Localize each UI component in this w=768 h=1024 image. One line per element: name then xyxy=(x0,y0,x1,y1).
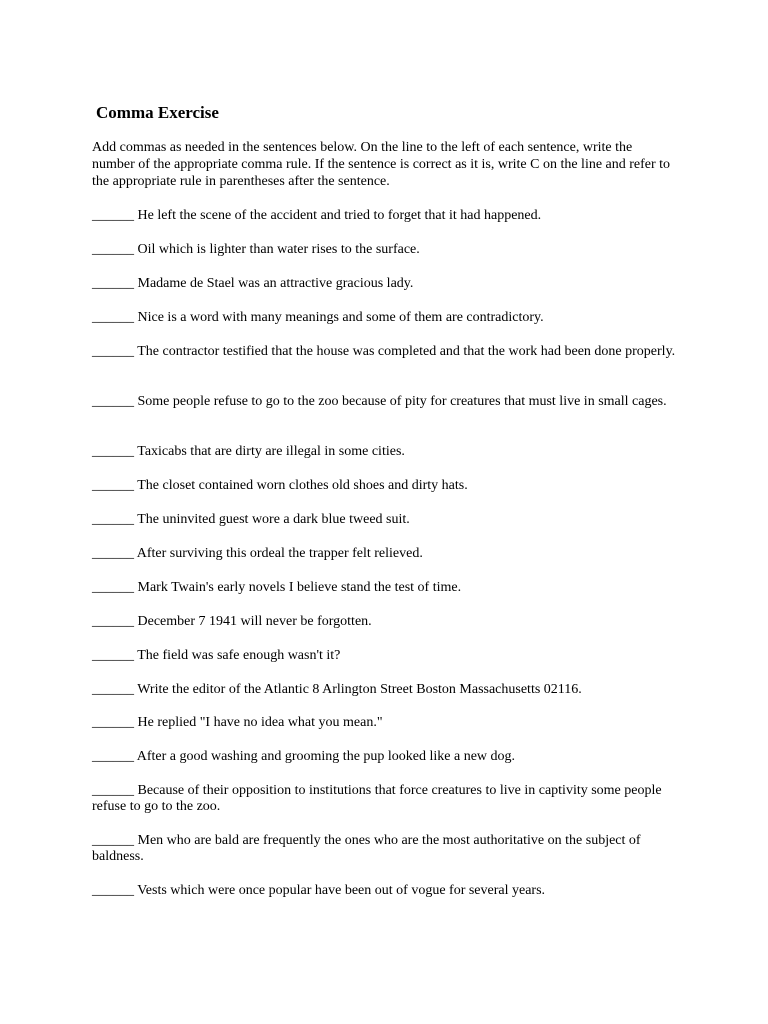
sentence: The uninvited guest wore a dark blue tweed suit. xyxy=(137,512,410,527)
answer-blank[interactable]: ______ xyxy=(92,478,134,493)
answer-blank[interactable]: ______ xyxy=(92,783,134,798)
exercise-item xyxy=(92,242,692,258)
sentence: Oil which is lighter than water rises to the surface. xyxy=(137,242,420,257)
exercise-item xyxy=(92,682,692,698)
answer-blank[interactable]: ______ xyxy=(92,512,134,527)
sentence: Some people refuse to go to the zoo because of pity for creatures that must live in small cages. xyxy=(137,394,667,409)
exercise-item xyxy=(92,310,692,326)
sentence: Men who are bald are frequently the ones who are the most authoritative on the subject of baldness. xyxy=(92,833,641,864)
exercise-item xyxy=(92,783,692,815)
sentence: December 7 1941 will never be forgotten. xyxy=(137,614,372,629)
answer-blank[interactable]: ______ xyxy=(92,208,134,223)
answer-blank[interactable]: ______ xyxy=(92,344,134,359)
sentence: Nice is a word with many meanings and some of them are contradictory. xyxy=(137,310,544,325)
answer-blank[interactable]: ______ xyxy=(92,242,134,257)
sentence: Madame de Stael was an attractive gracious lady. xyxy=(137,276,414,291)
answer-blank[interactable]: ______ xyxy=(92,444,134,459)
answer-blank[interactable]: ______ xyxy=(92,883,134,898)
exercise-item xyxy=(92,344,692,360)
answer-blank[interactable]: ______ xyxy=(92,310,134,325)
exercise-item xyxy=(92,648,692,664)
answer-blank[interactable]: ______ xyxy=(92,614,134,629)
sentence: The field was safe enough wasn't it? xyxy=(137,648,341,663)
exercise-item xyxy=(92,394,692,410)
page-title: Comma Exercise xyxy=(96,103,219,122)
exercise-item xyxy=(92,208,692,224)
answer-blank[interactable]: ______ xyxy=(92,394,134,409)
sentence: He replied "I have no idea what you mean." xyxy=(137,715,383,730)
sentence: Mark Twain's early novels I believe stand the test of time. xyxy=(137,580,462,595)
exercise-item xyxy=(92,833,692,865)
exercise-item xyxy=(92,444,692,460)
sentence: The contractor testified that the house was completed and that the work had been done properly. xyxy=(137,344,676,359)
instructions: Add commas as needed in the sentences below. On the line to the left of each sentence, write the number of the appropriate comma rule. If the sentence is correct as it is, write C on the line and refer to the appropriate rule in parentheses after the sentence. xyxy=(92,140,671,189)
answer-blank[interactable]: ______ xyxy=(92,833,134,848)
exercise-item xyxy=(92,749,692,765)
answer-blank[interactable]: ______ xyxy=(92,546,134,561)
sentence: Vests which were once popular have been out of vogue for several years. xyxy=(137,883,546,898)
exercise-item xyxy=(92,276,692,292)
answer-blank[interactable]: ______ xyxy=(92,580,134,595)
exercise-item xyxy=(92,512,692,528)
exercise-item xyxy=(92,580,692,596)
sentence: After surviving this ordeal the trapper felt relieved. xyxy=(136,546,423,561)
exercise-item xyxy=(92,614,692,630)
sentence: Write the editor of the Atlantic 8 Arlington Street Boston Massachusetts 02116. xyxy=(137,682,582,697)
sentence: After a good washing and grooming the pup looked like a new dog. xyxy=(136,749,516,764)
sentence: The closet contained worn clothes old shoes and dirty hats. xyxy=(137,478,468,493)
exercise-item xyxy=(92,478,692,494)
exercise-item xyxy=(92,546,692,562)
answer-blank[interactable]: ______ xyxy=(92,682,134,697)
sentence: He left the scene of the accident and tried to forget that it had happened. xyxy=(137,208,542,223)
answer-blank[interactable]: ______ xyxy=(92,749,134,764)
sentence: Taxicabs that are dirty are illegal in some cities. xyxy=(137,444,405,459)
answer-blank[interactable]: ______ xyxy=(92,715,134,730)
exercise-item xyxy=(92,715,692,731)
answer-blank[interactable]: ______ xyxy=(92,648,134,663)
exercise-item xyxy=(92,883,692,899)
answer-blank[interactable]: ______ xyxy=(92,276,134,291)
sentence: Because of their opposition to institutions that force creatures to live in captivity some people refuse to go to the zoo. xyxy=(92,783,662,814)
